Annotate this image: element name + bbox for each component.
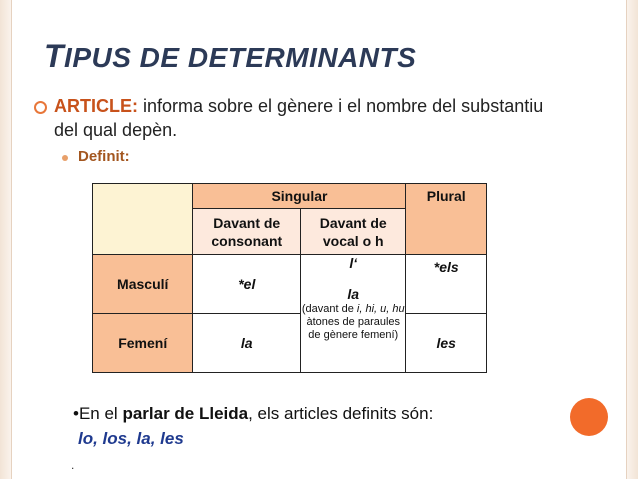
title-initial: T (44, 38, 65, 74)
ring-bullet-icon (34, 101, 47, 119)
vocal-cell (301, 255, 406, 373)
dot-bullet-icon (62, 155, 68, 161)
lleida-paragraph (73, 404, 433, 424)
article-colon: : (132, 96, 138, 116)
article-keyword: ARTICLE (54, 96, 132, 116)
masculi-label: Masculí (93, 255, 193, 314)
definit-label: Definit: (78, 148, 130, 165)
note-part-hu: hu (392, 303, 405, 315)
note-part-i: i, hi, u, (356, 303, 390, 315)
right-border (626, 0, 638, 479)
determinants-table (92, 183, 487, 373)
fem-plural-cell: les (406, 314, 487, 373)
vocal-header: Davant de vocal o h (301, 209, 406, 255)
consonant-header: Davant de consonant (193, 209, 301, 255)
masc-plural-cell: *els (406, 255, 487, 314)
lleida-suffix: , els articles definits són: (248, 404, 434, 423)
table-corner (93, 184, 193, 255)
trailing-dot: . (71, 458, 75, 472)
lleida-bold: parlar de Lleida (122, 404, 249, 423)
note-part-a: (davant de (301, 303, 357, 315)
left-border (0, 0, 12, 479)
vocal-note (301, 303, 405, 342)
article-paragraph (54, 94, 554, 142)
plural-header: Plural (406, 184, 487, 255)
la-vocal: la (347, 286, 360, 302)
lleida-prefix: •En el (73, 404, 123, 423)
note-part-b: àtones de paraules de gènere femení) (306, 316, 401, 341)
article-description: informa sobre el gènere i el nombre del substantiu del qual depèn. (54, 96, 544, 140)
title-rest: IPUS DE DETERMINANTS (64, 42, 417, 73)
fem-singular-cell: la (193, 314, 301, 373)
singular-header: Singular (193, 184, 406, 209)
l-apostrophe: l‘ (349, 255, 358, 271)
femeni-label: Femení (93, 314, 193, 373)
lleida-articles: lo, los, la, les (78, 429, 184, 448)
masc-singular-cell: *el (193, 255, 301, 314)
orange-circle-decoration (570, 398, 608, 436)
slide-title (44, 38, 416, 75)
